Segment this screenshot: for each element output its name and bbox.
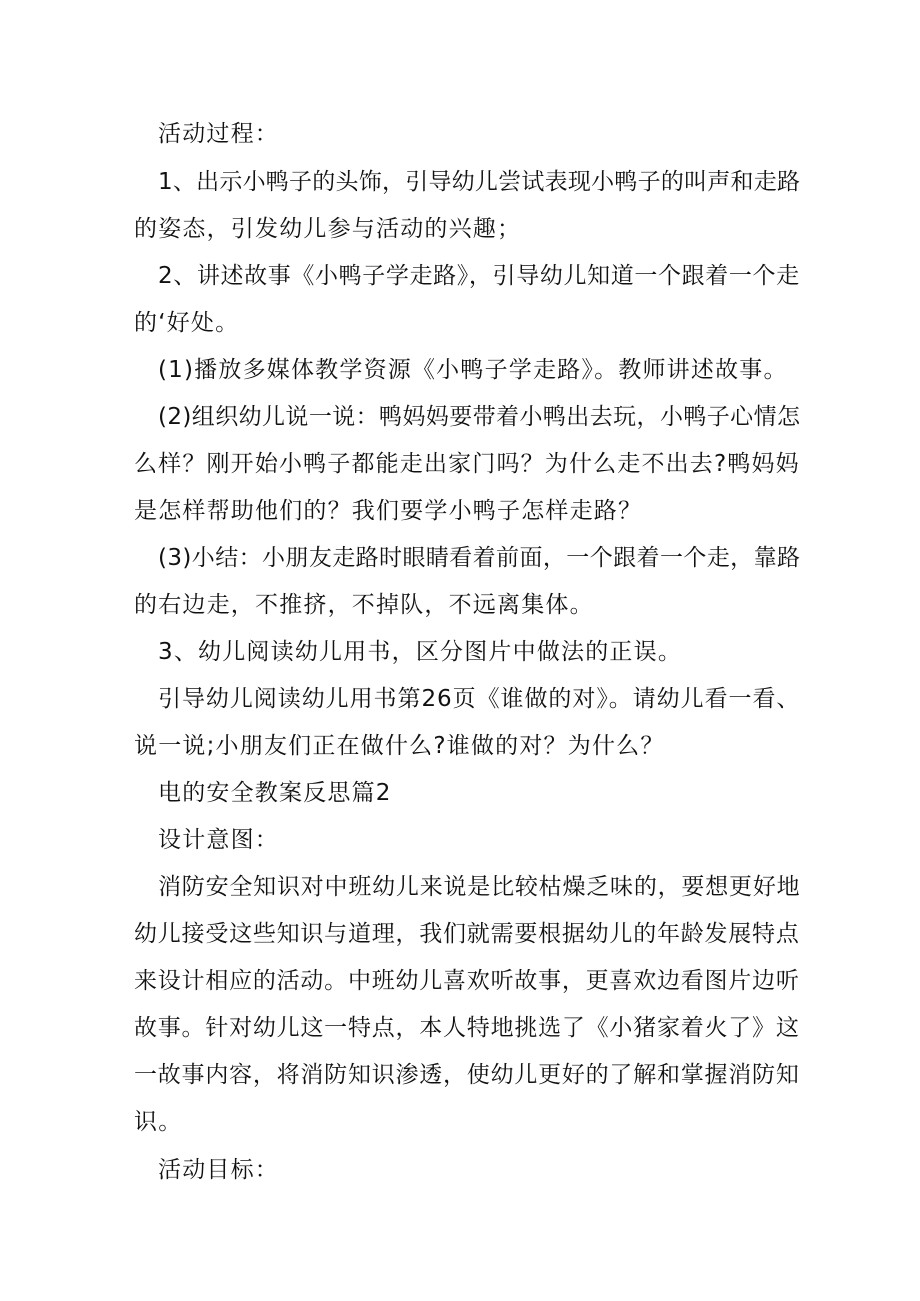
- paragraph-line: 消防安全知识对中班幼儿来说是比较枯燥乏味的，要想更好地: [158, 874, 801, 900]
- paragraph-line: 幼儿接受这些知识与道理，我们就需要根据幼儿的年龄发展特点: [134, 921, 800, 947]
- paragraph-line: 的右边走，不推挤，不掉队，不远离集体。: [134, 592, 594, 618]
- paragraph-line: (2)组织幼儿说一说：鸭妈妈要带着小鸭出去玩，小鸭子心情怎: [158, 404, 801, 430]
- paragraph-line: 的姿态，引发幼儿参与活动的兴趣；: [134, 216, 522, 242]
- paragraph-line: 的‘好处。: [134, 310, 240, 336]
- paragraph-line: 来设计相应的活动。中班幼儿喜欢听故事，更喜欢边看图片边听: [134, 968, 800, 994]
- section-heading-activity-process: 活动过程：: [158, 121, 279, 147]
- section-heading-activity-goals: 活动目标：: [158, 1157, 279, 1183]
- paragraph-line: 引导幼儿阅读幼儿用书第26页《谁做的对》。请幼儿看一看、: [158, 686, 801, 712]
- paragraph-line: 1、出示小鸭子的头饰，引导幼儿尝试表现小鸭子的叫声和走路: [158, 169, 801, 195]
- paragraph-line: 是怎样帮助他们的？我们要学小鸭子怎样走路？: [134, 498, 643, 524]
- paragraph-line: (3)小结：小朋友走路时眼睛看着前面，一个跟着一个走，靠路: [158, 545, 801, 571]
- paragraph-line: 一故事内容，将消防知识渗透，使幼儿更好的了解和掌握消防知: [134, 1062, 800, 1088]
- paragraph-line: (1)播放多媒体教学资源《小鸭子学走路》。教师讲述故事。: [158, 357, 788, 383]
- section-heading-design-intent: 设计意图：: [158, 827, 279, 853]
- paragraph-line: 说一说;小朋友们正在做什么?谁做的对？为什么？: [134, 733, 665, 759]
- section-heading-lesson-title: 电的安全教案反思篇2: [158, 780, 392, 806]
- paragraph-line: 故事。针对幼儿这一特点，本人特地挑选了《小猪家着火了》这: [134, 1015, 800, 1041]
- paragraph-line: 2、讲述故事《小鸭子学走路》，引导幼儿知道一个跟着一个走: [158, 263, 800, 289]
- paragraph-line: 识。: [134, 1109, 183, 1135]
- paragraph-line: 么样？刚开始小鸭子都能走出家门吗？为什么走不出去?鸭妈妈: [134, 451, 800, 477]
- paragraph-line: 3、幼儿阅读幼儿用书，区分图片中做法的正误。: [158, 639, 683, 665]
